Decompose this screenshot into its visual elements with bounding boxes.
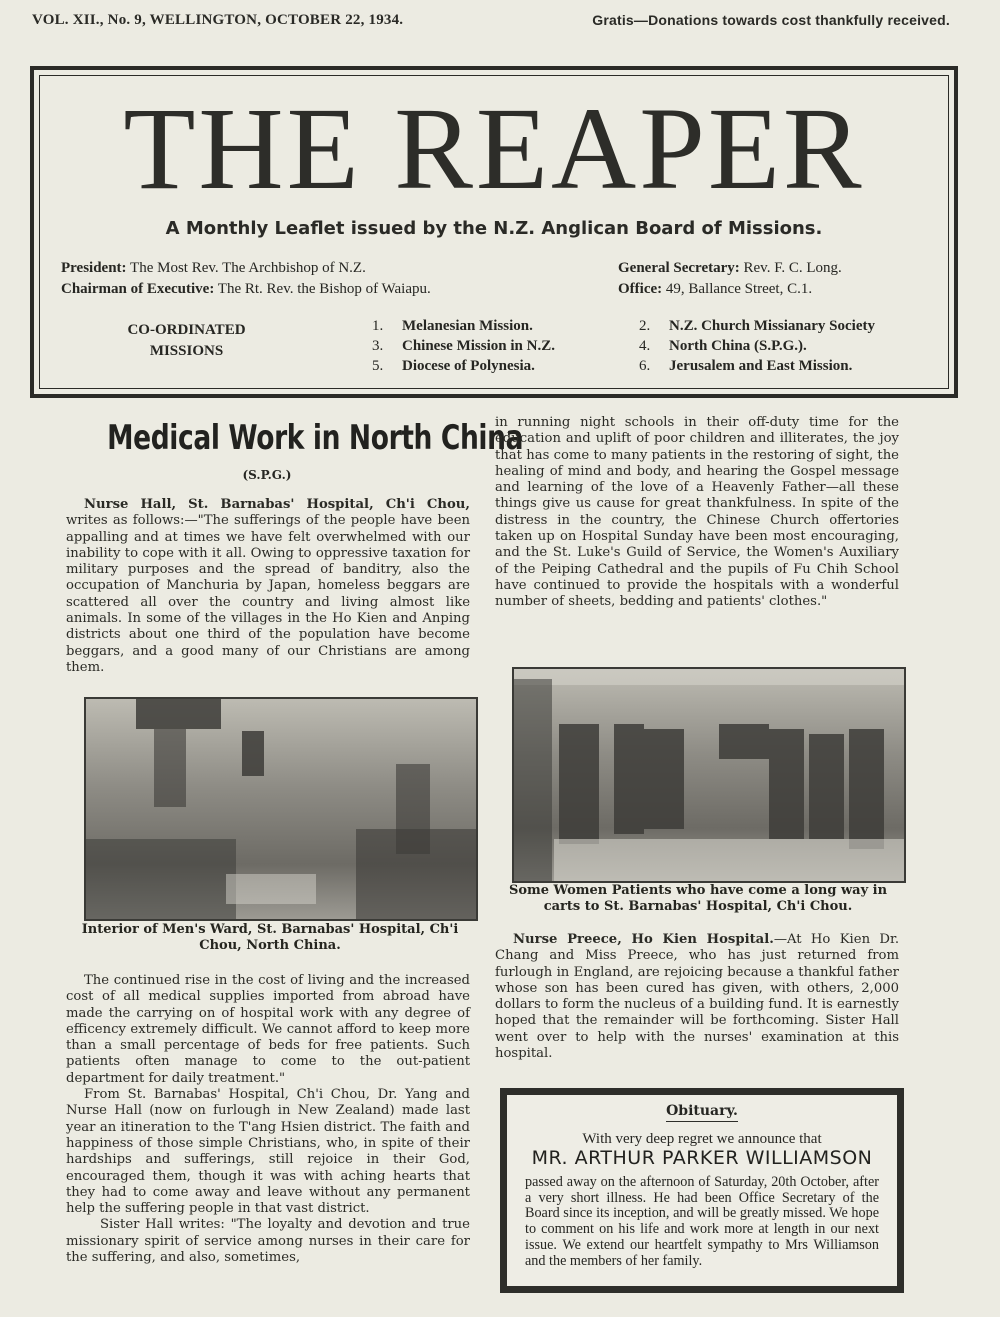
obituary-name: MR. ARTHUR PARKER WILLIAMSON [531,1147,873,1169]
mission-item: 2. N.Z. Church Missianary Society [639,318,875,334]
issue-line: VOL. XII., No. 9, WELLINGTON, OCTOBER 22, 1934. [32,12,404,28]
paragraph: Nurse Preece, Ho Kien Hospital.—At Ho Kien Dr. Chang and Miss Preece, who has just returned from furlough in England, are rejoicing because a thankful father whose son has been cured has given, with others, 2,000 dollars to form the nucleus of a building fund. It is earnestly hoped that the remainder will be forthcoming. Sister Hall went over to help with the nurses' examination at this hospital. [495,932,900,1062]
photo-women-patients [512,667,906,883]
mission-item: 4. North China (S.P.G.). [639,338,807,354]
article-col1-top [66,497,470,676]
mission-item: 3. Chinese Mission in N.Z. [372,338,555,354]
mission-item: 1. Melanesian Mission. [372,318,533,334]
missions-list-right [639,316,875,376]
photo-women-patients-caption: Some Women Patients who have come a long way in carts to St. Barnabas' Hospital, Ch'i Chou. [508,883,888,914]
secretary-line: General Secretary: Rev. F. C. Long. [618,260,842,276]
article-col2-top [495,415,899,611]
obituary-box [500,1088,904,1293]
paragraph: The continued rise in the cost of living and the increased cost of all medical supplies imported from abroad have made the carrying on of hospital work with any degree of efficency extremely difficult. We cannot afford to keep more than a small percentage of beds for free patients. Such patients often manage to come to the out-patient department for daily treatment." [66,973,470,1086]
paragraph: Sister Hall writes: "The loyalty and devotion and true missionary spirit of service among nurses in their care for the suffering, and also, sometimes, [66,1217,470,1266]
publication-title: THE REAPER [123,83,865,214]
mission-item: 6. Jerusalem and East Mission. [639,358,853,374]
obituary-title: Obituary. [507,1103,897,1119]
photo-mens-ward-caption: Interior of Men's Ward, St. Barnabas' Hospital, Ch'i Chou, North China. [81,922,459,953]
article-headline: Medical Work in North China [107,418,524,458]
photo-mens-ward [84,697,478,921]
missions-label: CO-ORDINATED MISSIONS [127,322,246,359]
chairman-line: Chairman of Executive: The Rt. Rev. the Bishop of Waiapu. [61,281,431,297]
obituary-intro: With very deep regret we announce that [582,1131,822,1147]
missions-list-left [372,316,555,376]
masthead [30,66,958,398]
office-line: Office: 49, Ballance Street, C.1. [618,281,813,297]
paragraph: in running night schools in their off-duty time for the education and uplift of poor children and illiterates, the joy that has come to many patients in the restoring of sight, the healing of mind and body, and hearing the Gospel message and learning of the love of a Heavenly Father—all these things give us cause for great thankfulness. In spite of the distress in the country, the Chinese Church offertories taken up on Hospital Sunday have been most encouraging, and the St. Luke's Guild of Service, the Women's Auxiliary of the Peiping Cathedral and the pupils of Fu Chih School have continued to provide the hospitals with a wonderful number of sheets, bedding and patients' clothes." [495,415,899,610]
paragraph: From St. Barnabas' Hospital, Ch'i Chou, Dr. Yang and Nurse Hall (now on furlough in New Zealand) made last year an itineration to the T'ang Hsien district. The faith and happiness of those simple Christians, who, in spite of their hardships and sufferings, still rejoice in their God, encouraged them, though it was with aching hearts that they had to come away and leave without any permanent help the suffering people in that vast district. [66,1087,470,1217]
article-col1-bottom [66,973,470,1266]
publication-subtitle: A Monthly Leaflet issued by the N.Z. Anglican Board of Missions. [165,218,823,239]
mission-item: 5. Diocese of Polynesia. [372,358,535,374]
issue-header [32,12,950,29]
obituary-body: passed away on the afternoon of Saturday, 20th October, after a very short illness. He had been Office Secretary of the Board since its inception, and will be greatly missed. We hope to comment on his life and work more at length in our next issue. We extend our heartfelt sympathy to Mrs Williamson and the members of her family. [525,1174,879,1269]
paragraph: Nurse Hall, St. Barnabas' Hospital, Ch'i Chou, writes as follows:—"The sufferings of the people have been appalling and at times we have felt overwhelmed with our inability to cope with it all. Owing to oppressive taxation for military purposes and the spread of banditry, also the occupation of Manchuria by Japan, homeless beggars are scattered all over the country and living almost like animals. In some of the villages in the Ho Kien and Anping districts about one third of the population have become beggars, and a good many of our Christians are among them. [66,497,470,675]
president-line: President: The Most Rev. The Archbishop of N.Z. [61,260,366,276]
article-col2-bottom [495,932,899,1062]
gratis-line: Gratis—Donations towards cost thankfully received. [592,12,950,28]
article-subhead: (S.P.G.) [242,468,292,482]
